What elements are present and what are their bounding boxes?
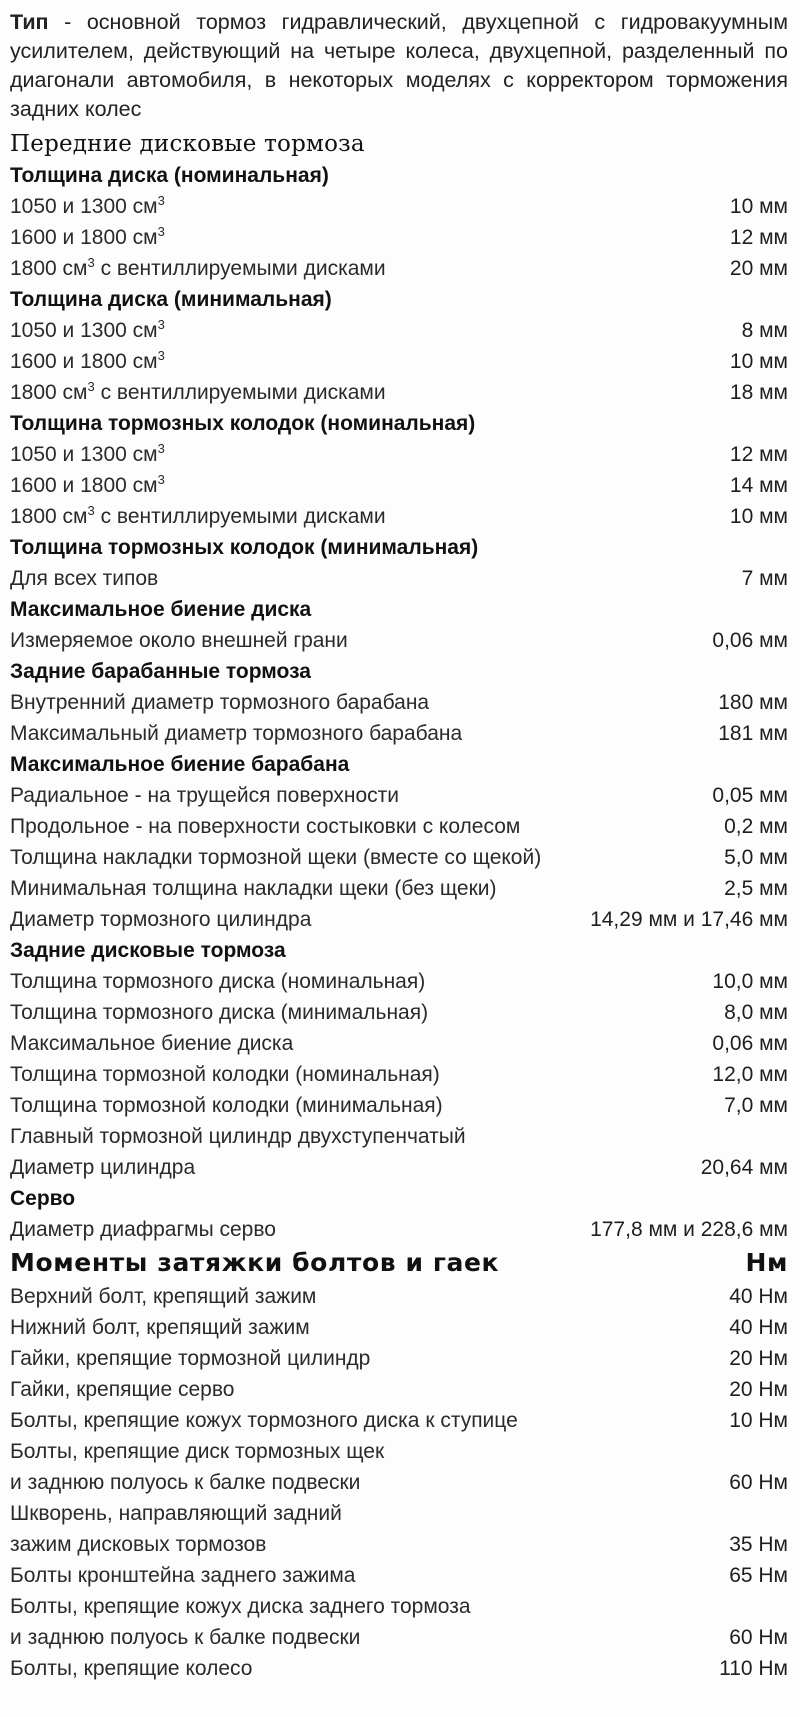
- spec-row: [10, 1121, 788, 1152]
- spec-label: 1600 и 1800 $см^3$: [10, 348, 165, 373]
- spec-value: 10 мм: [729, 195, 788, 218]
- spec-row: [10, 1343, 788, 1374]
- spec-row: [10, 625, 788, 656]
- spec-label: зажим дисковых тормозов: [10, 1533, 267, 1556]
- spec-label: Нижний болт, крепящий зажим: [10, 1316, 310, 1339]
- subsection-heading: [10, 408, 788, 439]
- spec-value: 8,0 мм: [724, 1001, 788, 1024]
- superscript-cubic: 3: [157, 348, 165, 363]
- spec-row: [10, 780, 788, 811]
- subsection-heading-label: Максимальное биение барабана: [10, 753, 350, 776]
- subsection-heading-label: Толщина тормозных колодок (минимальная): [10, 536, 479, 559]
- subsection-heading-label: Толщина диска (номинальная): [10, 164, 329, 187]
- spec-label: 1050 и 1300 $см^3$: [10, 441, 165, 466]
- subsection-heading-label: Задние дисковые тормоза: [10, 939, 286, 962]
- subsection-heading: [10, 749, 788, 780]
- spec-value: 181 мм: [718, 722, 788, 745]
- spec-list-brakes: [10, 160, 788, 1245]
- spec-row: [10, 1090, 788, 1121]
- superscript-cubic: 3: [87, 255, 95, 270]
- spec-label: Болты, крепящие кожух тормозного диска к ступице: [10, 1409, 518, 1432]
- spec-label: Гайки, крепящие тормозной цилиндр: [10, 1347, 371, 1370]
- torque-unit-header: Нм: [745, 1248, 788, 1277]
- spec-row: [10, 811, 788, 842]
- superscript-cubic: 3: [87, 503, 95, 518]
- subsection-heading-label: Толщина диска (минимальная): [10, 288, 332, 311]
- spec-label: Диаметр диафрагмы серво: [10, 1218, 276, 1241]
- spec-row: [10, 1281, 788, 1312]
- spec-value: 20 Нм: [729, 1378, 788, 1401]
- spec-label: и заднюю полуось к балке подвески: [10, 1471, 361, 1494]
- spec-row: [10, 439, 788, 470]
- spec-value: 60 Нм: [729, 1471, 788, 1494]
- spec-value: 20 Нм: [729, 1347, 788, 1370]
- spec-value: 110 Нм: [719, 1657, 788, 1680]
- spec-list-torque: [10, 1281, 788, 1684]
- spec-label: Главный тормозной цилиндр двухступенчатый: [10, 1125, 466, 1148]
- spec-row: [10, 687, 788, 718]
- spec-value: 35 Нм: [729, 1533, 788, 1556]
- spec-label: Верхний болт, крепящий зажим: [10, 1285, 317, 1308]
- spec-label: 1800 $см^3$ с вентиллируемыми дисками: [10, 379, 386, 404]
- spec-value: 5,0 мм: [724, 846, 788, 869]
- spec-row: [10, 346, 788, 377]
- subsection-heading-label: Задние барабанные тормоза: [10, 660, 311, 683]
- spec-value: 60 Нм: [729, 1626, 788, 1649]
- spec-label: 1600 и 1800 $см^3$: [10, 224, 165, 249]
- spec-label: 1600 и 1800 $см^3$: [10, 472, 165, 497]
- spec-row: [10, 1529, 788, 1560]
- spec-value: 2,5 мм: [724, 877, 788, 900]
- spec-value: 12 мм: [729, 443, 788, 466]
- subsection-heading: [10, 284, 788, 315]
- spec-label: 1800 $см^3$ с вентиллируемыми дисками: [10, 503, 386, 528]
- spec-label: Диаметр цилиндра: [10, 1156, 196, 1179]
- spec-label: Болты кронштейна заднего зажима: [10, 1564, 356, 1587]
- spec-value: 40 Нм: [729, 1285, 788, 1308]
- subsection-heading: [10, 160, 788, 191]
- spec-label: Болты, крепящие диск тормозных щек: [10, 1440, 385, 1463]
- spec-row: [10, 718, 788, 749]
- subsection-heading-label: Серво: [10, 1187, 76, 1210]
- spec-label: Толщина тормозной колодки (номинальная): [10, 1063, 440, 1086]
- spec-value: 18 мм: [729, 381, 788, 404]
- spec-value: 12 мм: [729, 226, 788, 249]
- subsection-heading-label: Максимальное биение диска: [10, 598, 312, 621]
- superscript-cubic: 3: [157, 441, 165, 456]
- spec-value: 10 мм: [729, 505, 788, 528]
- spec-row: [10, 222, 788, 253]
- spec-label: Толщина тормозного диска (номинальная): [10, 970, 426, 993]
- spec-label: Толщина тормозной колодки (минимальная): [10, 1094, 443, 1117]
- spec-value: 0,2 мм: [724, 815, 788, 838]
- spec-value: 40 Нм: [729, 1316, 788, 1339]
- spec-row: [10, 1467, 788, 1498]
- subsection-heading: [10, 594, 788, 625]
- spec-row: [10, 1653, 788, 1684]
- spec-row: [10, 1498, 788, 1529]
- spec-row: [10, 1374, 788, 1405]
- spec-label: 1050 и 1300 $см^3$: [10, 317, 165, 342]
- spec-value: 14,29 мм и 17,46 мм: [590, 908, 788, 931]
- subsection-heading-label: Толщина тормозных колодок (номинальная): [10, 412, 476, 435]
- spec-row: [10, 501, 788, 532]
- superscript-cubic: 3: [157, 317, 165, 332]
- superscript-cubic: 3: [157, 472, 165, 487]
- spec-value: 10 мм: [729, 350, 788, 373]
- spec-value: 0,06 мм: [712, 1032, 788, 1055]
- spec-row: [10, 1059, 788, 1090]
- spec-label: 1050 и 1300 $см^3$: [10, 193, 165, 218]
- spec-label: Толщина накладки тормозной щеки (вместе со щекой): [10, 846, 542, 869]
- spec-value: 10,0 мм: [712, 970, 788, 993]
- spec-label: Измеряемое около внешней грани: [10, 629, 348, 652]
- spec-label: Болты, крепящие колесо: [10, 1657, 253, 1680]
- spec-value: 7 мм: [741, 567, 788, 590]
- torque-section-header: [10, 1245, 788, 1281]
- spec-value: 0,06 мм: [712, 629, 788, 652]
- subsection-heading: [10, 532, 788, 563]
- spec-label: и заднюю полуось к балке подвески: [10, 1626, 361, 1649]
- intro-text: - основной тормоз гидравлический, двухцепной с гидровакуумным усилителем, действующий на четыре колеса, двухцепной, разделенный по диагонали автомобиля, в некоторых моделях с корректором торможения задних колес: [10, 10, 788, 121]
- spec-value: 12,0 мм: [712, 1063, 788, 1086]
- spec-row: [10, 1405, 788, 1436]
- spec-row: [10, 377, 788, 408]
- section-title-front-disc-brakes: Передние дисковые тормоза: [10, 131, 365, 157]
- spec-row: [10, 191, 788, 222]
- subsection-heading: [10, 656, 788, 687]
- spec-row: [10, 904, 788, 935]
- spec-label: Шкворень, направляющий задний: [10, 1502, 342, 1525]
- subsection-heading: [10, 1183, 788, 1214]
- superscript-cubic: 3: [87, 379, 95, 394]
- spec-row: [10, 997, 788, 1028]
- spec-value: 177,8 мм и 228,6 мм: [590, 1218, 788, 1241]
- spec-row: [10, 1436, 788, 1467]
- spec-value: 20 мм: [729, 257, 788, 280]
- spec-value: 14 мм: [729, 474, 788, 497]
- spec-row: [10, 1028, 788, 1059]
- spec-value: 0,05 мм: [712, 784, 788, 807]
- spec-row: [10, 253, 788, 284]
- spec-label: Минимальная толщина накладки щеки (без щеки): [10, 877, 497, 900]
- spec-row: [10, 563, 788, 594]
- spec-row: [10, 1591, 788, 1622]
- spec-row: [10, 1622, 788, 1653]
- spec-label: Для всех типов: [10, 567, 159, 590]
- spec-value: 8 мм: [741, 319, 788, 342]
- spec-label: Болты, крепящие кожух диска заднего тормоза: [10, 1595, 471, 1618]
- spec-value: 10 Нм: [729, 1409, 788, 1432]
- spec-row: [10, 966, 788, 997]
- spec-row: [10, 1560, 788, 1591]
- spec-row: [10, 1214, 788, 1245]
- intro-lead: Тип: [10, 10, 49, 34]
- spec-row: [10, 470, 788, 501]
- spec-row: [10, 873, 788, 904]
- spec-label: Максимальный диаметр тормозного барабана: [10, 722, 463, 745]
- spec-row: [10, 1152, 788, 1183]
- spec-row: [10, 315, 788, 346]
- superscript-cubic: 3: [157, 193, 165, 208]
- spec-label: Продольное - на поверхности состыковки с колесом: [10, 815, 521, 838]
- spec-label: 1800 $см^3$ с вентиллируемыми дисками: [10, 255, 386, 280]
- spec-label: Радиальное - на трущейся поверхности: [10, 784, 400, 807]
- spec-value: 65 Нм: [729, 1564, 788, 1587]
- spec-label: Гайки, крепящие серво: [10, 1378, 235, 1401]
- spec-label: Толщина тормозного диска (минимальная): [10, 1001, 429, 1024]
- intro-paragraph: [10, 8, 788, 124]
- spec-label: Максимальное биение диска: [10, 1032, 294, 1055]
- spec-label: Внутренний диаметр тормозного барабана: [10, 691, 430, 714]
- spec-row: [10, 1312, 788, 1343]
- subsection-heading: [10, 935, 788, 966]
- spec-value: 180 мм: [718, 691, 788, 714]
- superscript-cubic: 3: [157, 224, 165, 239]
- spec-value: 20,64 мм: [700, 1156, 788, 1179]
- spec-value: 7,0 мм: [724, 1094, 788, 1117]
- spec-label: Диаметр тормозного цилиндра: [10, 908, 312, 931]
- section-title-torque: Моменты затяжки болтов и гаек: [10, 1248, 500, 1277]
- spec-row: [10, 842, 788, 873]
